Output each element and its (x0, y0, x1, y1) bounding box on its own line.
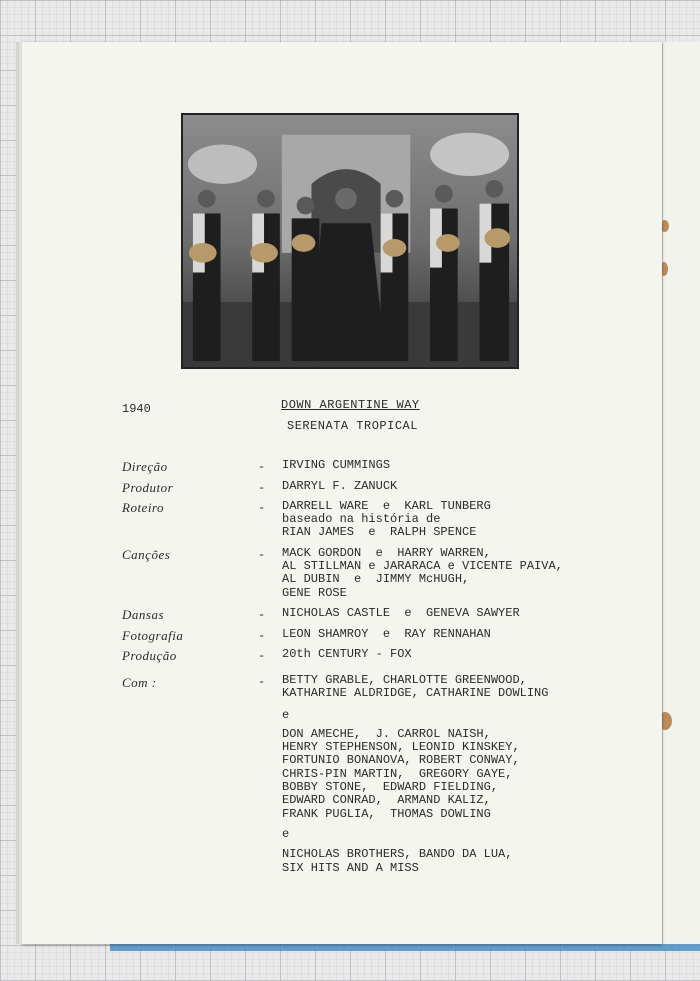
film-title: DOWN ARGENTINE WAY (281, 398, 420, 412)
cast-separator: e (282, 827, 290, 841)
credit-dash: - (258, 608, 266, 622)
cast-line: SIX HITS AND A MISS (282, 861, 419, 875)
film-still-photo (181, 113, 519, 369)
cast-label: Com : (122, 675, 157, 690)
desk-blue-strip (110, 943, 700, 951)
cast-line: FORTUNIO BONANOVA, ROBERT CONWAY, (282, 753, 520, 767)
cast-line: KATHARINE ALDRIDGE, CATHARINE DOWLING (282, 686, 549, 700)
credit-value: LEON SHAMROY e RAY RENNAHAN (282, 627, 491, 641)
credit-dash: - (258, 460, 266, 474)
film-subtitle: SERENATA TROPICAL (287, 419, 418, 433)
credit-value: IRVING CUMMINGS (282, 458, 391, 472)
credit-label: Fotografia (122, 628, 184, 643)
credit-value: NICHOLAS CASTLE e GENEVA SAWYER (282, 606, 520, 620)
cast-line: DON AMECHE, J. CARROL NAISH, (282, 727, 491, 741)
cast-separator: e (282, 708, 290, 722)
credit-label: Dansas (122, 607, 165, 622)
cast-line: FRANK PUGLIA, THOMAS DOWLING (282, 807, 491, 821)
cast-line: CHRIS-PIN MARTIN, GREGORY GAYE, (282, 767, 513, 781)
film-year: 1940 (122, 402, 151, 416)
credit-value: DARRELL WARE e KARL TUNBERG (282, 499, 491, 513)
credit-value: 20th CENTURY - FOX (282, 647, 412, 661)
next-page-edge (662, 42, 700, 944)
credit-value: MACK GORDON e HARRY WARREN, (282, 546, 491, 560)
credit-dash: - (258, 649, 266, 663)
cast-line: BETTY GRABLE, CHARLOTTE GREENWOOD, (282, 673, 527, 687)
credit-dash: - (258, 629, 266, 643)
cast-line: HENRY STEPHENSON, LEONID KINSKEY, (282, 740, 520, 754)
credit-value: RIAN JAMES e RALPH SPENCE (282, 525, 477, 539)
credit-value: AL DUBIN e JIMMY McHUGH, (282, 572, 470, 586)
credit-value: AL STILLMAN e JARARACA e VICENTE PAIVA, (282, 559, 563, 573)
cast-line: BOBBY STONE, EDWARD FIELDING, (282, 780, 499, 794)
credit-dash: - (258, 675, 266, 689)
credit-label: Direção (122, 459, 168, 474)
credit-dash: - (258, 548, 266, 562)
credit-label: Produtor (122, 480, 174, 495)
credit-value: GENE ROSE (282, 586, 347, 600)
credit-value: baseado na história de (282, 512, 441, 526)
credit-label: Canções (122, 547, 171, 562)
credit-label: Produção (122, 648, 177, 663)
credit-value: DARRYL F. ZANUCK (282, 479, 398, 493)
cast-line: NICHOLAS BROTHERS, BANDO DA LUA, (282, 847, 513, 861)
credit-label: Roteiro (122, 500, 165, 515)
credit-dash: - (258, 501, 266, 515)
cast-line: EDWARD CONRAD, ARMAND KALIZ, (282, 793, 491, 807)
booklet-page (22, 42, 662, 944)
credit-dash: - (258, 481, 266, 495)
